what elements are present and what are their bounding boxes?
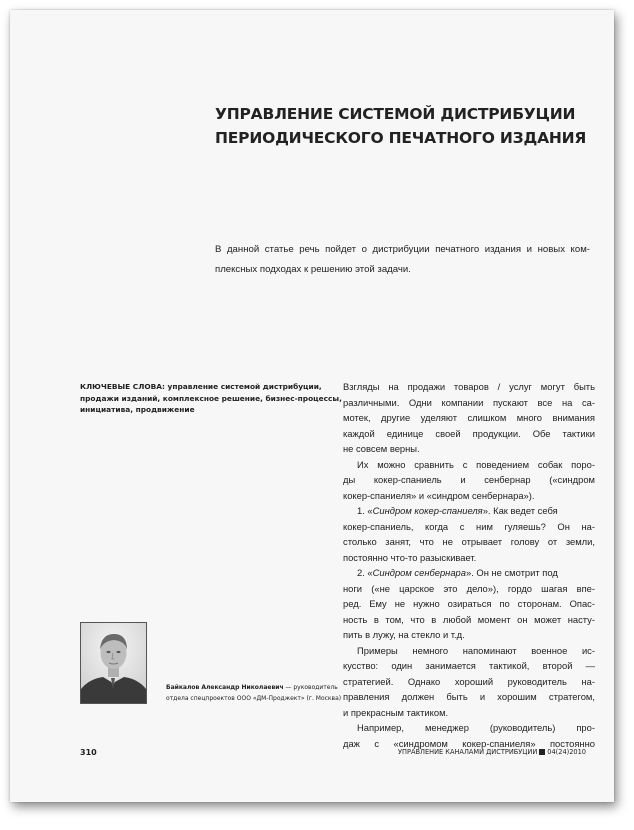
- keywords-line: продажи изданий, комплексное решение, бизнес-процессы,: [80, 393, 342, 403]
- body-line: ность в том, что в любой момент он может насту-: [343, 613, 595, 625]
- body-line: [343, 565, 595, 581]
- italic-term: Синдром кокер-спаниеля: [372, 505, 483, 516]
- lead-line: плексных подходах к решению этой задачи.: [215, 264, 411, 275]
- body-line: кокер-спаниель, когда с ним гуляешь? Он на-: [343, 520, 595, 532]
- body-line: ноги («не царское это дело»), гордо шагая впе-: [343, 582, 595, 594]
- body-line: Примеры немного напоминают военное ис-: [357, 644, 595, 656]
- article-title: [215, 102, 595, 150]
- author-caption: [166, 682, 342, 704]
- author-role: — руководитель: [283, 684, 338, 691]
- author-caption-line: [166, 682, 336, 693]
- body-line: постоянно что-то разыскивает.: [343, 551, 477, 563]
- body-line: стратегией. Однако хороший руководитель на-: [343, 675, 595, 687]
- keywords-line: КЛЮЧЕВЫЕ СЛОВА: управление системой дистрибуции,: [80, 382, 322, 391]
- body-line: каждой единице своей продукции. Обе тактики: [343, 427, 595, 439]
- body-line-part: ». Он не смотрит под: [466, 567, 558, 578]
- body-line: мотек, другие уделяют слишком много внимания: [343, 412, 595, 423]
- article-title-line: УПРАВЛЕНИЕ СИСТЕМОЙ ДИСТРИБУЦИИ: [215, 105, 576, 123]
- author-photo: [80, 622, 147, 704]
- lead-line: В данной статье речь пойдет о дистрибуции печатного издания и новых ком-: [215, 244, 590, 255]
- body-line-part: ». Как ведет себя: [482, 505, 558, 516]
- article-body: [343, 379, 595, 751]
- body-line: правления должен быть и хорошим стратегом,: [343, 691, 595, 702]
- body-line: столько занят, что не отрывает голову от земли,: [343, 536, 595, 547]
- italic-term: Синдром сенбернара: [372, 567, 466, 578]
- body-line: пить в лужу, на стекло и т.д.: [343, 629, 465, 640]
- page-number: 310: [80, 748, 97, 757]
- author-caption-line: отдела спецпроектов ООО «ДМ-Проджект» (г. Москва): [166, 695, 342, 702]
- author-name: Байкалов Александр Николаевич: [166, 684, 284, 691]
- body-line: [343, 503, 595, 519]
- magazine-page: [10, 10, 614, 802]
- body-line: Взгляды на продажи товаров / услуг могут быть: [343, 381, 595, 392]
- square-bullet-icon: [539, 749, 545, 755]
- article-lead: [215, 240, 590, 280]
- body-line: кокер-спаниеля» и «синдром сенбернара»).: [343, 489, 535, 501]
- body-line: ред. Ему не нужно озираться по сторонам. Опас-: [343, 598, 595, 609]
- body-line: Например, менеджер (руководитель) про-: [357, 722, 595, 733]
- body-line: и прекрасным тактиком.: [343, 706, 449, 718]
- body-line: различными. Одни компании пускают все на са-: [343, 396, 595, 408]
- body-line: не совсем верны.: [343, 443, 420, 454]
- body-line: даж с «синдромом кокер-спаниеля» постоянно: [343, 737, 595, 749]
- keywords-line: инициатива, продвижение: [80, 405, 195, 414]
- article-title-line: ПЕРИОДИЧЕСКОГО ПЕЧАТНОГО ИЗДАНИЯ: [215, 129, 587, 147]
- body-line: Их можно сравнить с поведением собак поро-: [357, 458, 595, 470]
- running-footer: [398, 748, 586, 756]
- magazine-title: УПРАВЛЕНИЕ КАНАЛАМИ ДИСТРИБУЦИИ: [398, 748, 538, 756]
- issue-number: 04(24)2010: [547, 748, 586, 756]
- body-line-part: 1. «: [357, 505, 373, 516]
- body-line-part: 2. «: [357, 567, 373, 578]
- body-line: кусство: один занимается тактикой, второй —: [343, 660, 595, 671]
- body-line: ды кокер-спаниель и сенбернар («синдром: [343, 474, 595, 485]
- keywords: [80, 381, 342, 416]
